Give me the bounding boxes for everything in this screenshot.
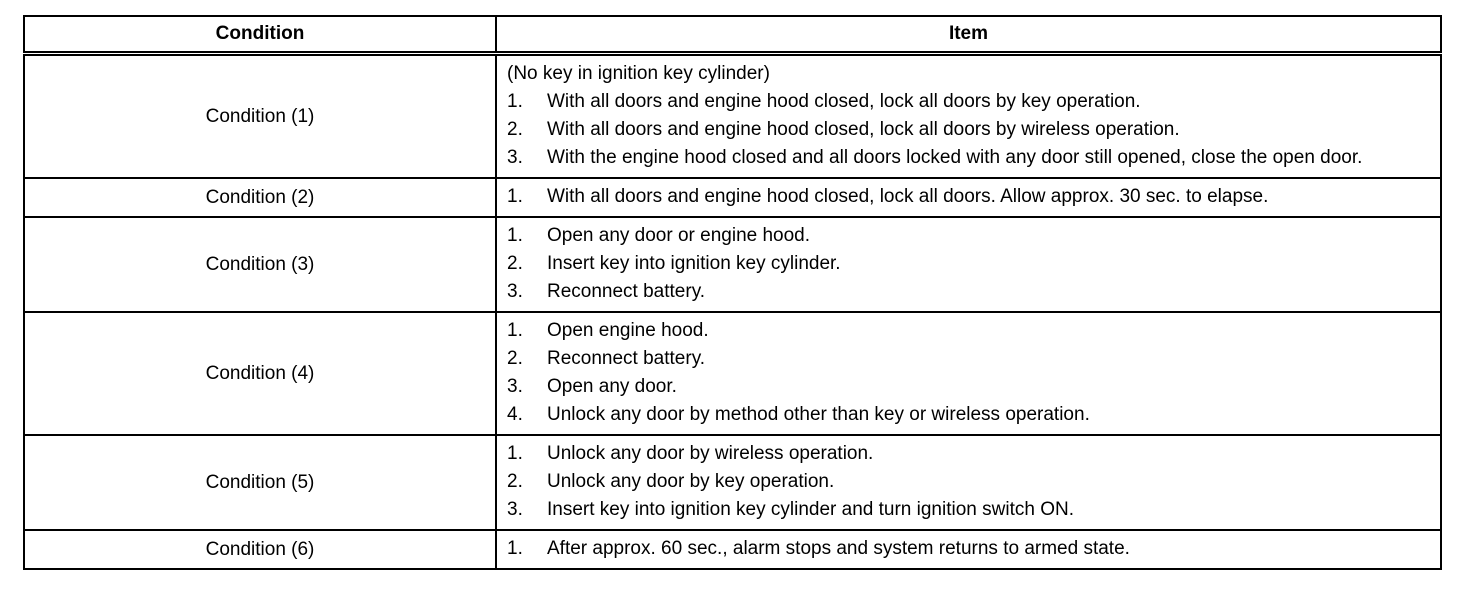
list-item-number: 1. (507, 320, 523, 341)
list-item-number: 1. (507, 186, 523, 207)
list-item-number: 1. (507, 538, 523, 559)
list-item (507, 222, 1430, 250)
list-item-text: With all doors and engine hood closed, lock all doors by wireless operation. (547, 119, 1180, 140)
list-item-number: 4. (507, 404, 523, 425)
list-item (507, 401, 1430, 429)
header-row (24, 16, 1441, 54)
list-item (507, 373, 1430, 401)
item-cell (496, 312, 1441, 435)
table-body (24, 54, 1441, 570)
item-cell (496, 217, 1441, 312)
list-item (507, 250, 1430, 278)
list-item-text: Unlock any door by method other than key or wireless operation. (547, 404, 1090, 425)
list-item-number: 3. (507, 147, 523, 168)
table-row (24, 435, 1441, 530)
table-row (24, 178, 1441, 217)
list-item-text: Reconnect battery. (547, 348, 706, 369)
list-item (507, 440, 1430, 468)
list-item-number: 3. (507, 376, 523, 397)
condition-table (23, 15, 1442, 570)
condition-cell: Condition (4) (24, 312, 496, 435)
item-cell (496, 530, 1441, 569)
list-item-text: Unlock any door by wireless operation. (547, 443, 874, 464)
item-intro-note: (No key in ignition key cylinder) (507, 63, 770, 84)
list-item (507, 144, 1430, 172)
item-cell (496, 435, 1441, 530)
list-item-text: Open any door or engine hood. (547, 225, 811, 246)
condition-cell: Condition (5) (24, 435, 496, 530)
list-item-number: 1. (507, 225, 523, 246)
list-item-text: With all doors and engine hood closed, lock all doors. Allow approx. 30 sec. to elapse. (547, 186, 1269, 207)
item-cell (496, 54, 1441, 179)
condition-cell: Condition (1) (24, 54, 496, 179)
list-item (507, 468, 1430, 496)
list-item-text: Insert key into ignition key cylinder and turn ignition switch ON. (547, 499, 1074, 520)
list-item-number: 2. (507, 471, 523, 492)
list-item-text: Open any door. (547, 376, 677, 397)
list-item-number: 3. (507, 281, 523, 302)
condition-cell: Condition (3) (24, 217, 496, 312)
list-item-text: Reconnect battery. (547, 281, 706, 302)
table-row (24, 312, 1441, 435)
condition-cell: Condition (2) (24, 178, 496, 217)
list-item-number: 1. (507, 91, 523, 112)
list-item (507, 496, 1430, 524)
list-item-number: 1. (507, 443, 523, 464)
list-item-number: 2. (507, 119, 523, 140)
condition-cell: Condition (6) (24, 530, 496, 569)
list-item-text: Open engine hood. (547, 320, 709, 341)
table-row (24, 217, 1441, 312)
table-row (24, 530, 1441, 569)
list-item-text: After approx. 60 sec., alarm stops and system returns to armed state. (547, 538, 1130, 559)
table-row (24, 54, 1441, 179)
list-item (507, 88, 1430, 116)
list-item (507, 278, 1430, 306)
header-item: Item (496, 16, 1441, 54)
list-item-number: 3. (507, 499, 523, 520)
list-item-text: With all doors and engine hood closed, lock all doors by key operation. (547, 91, 1141, 112)
list-item-text: With the engine hood closed and all doors locked with any door still opened, close the open door. (547, 147, 1363, 168)
list-item-text: Insert key into ignition key cylinder. (547, 253, 841, 274)
item-cell (496, 178, 1441, 217)
list-item (507, 345, 1430, 373)
list-item-number: 2. (507, 253, 523, 274)
list-item (507, 317, 1430, 345)
list-item (507, 535, 1430, 563)
list-item (507, 116, 1430, 144)
list-item-number: 2. (507, 348, 523, 369)
list-item (507, 183, 1430, 211)
list-item-text: Unlock any door by key operation. (547, 471, 835, 492)
header-condition: Condition (24, 16, 496, 54)
